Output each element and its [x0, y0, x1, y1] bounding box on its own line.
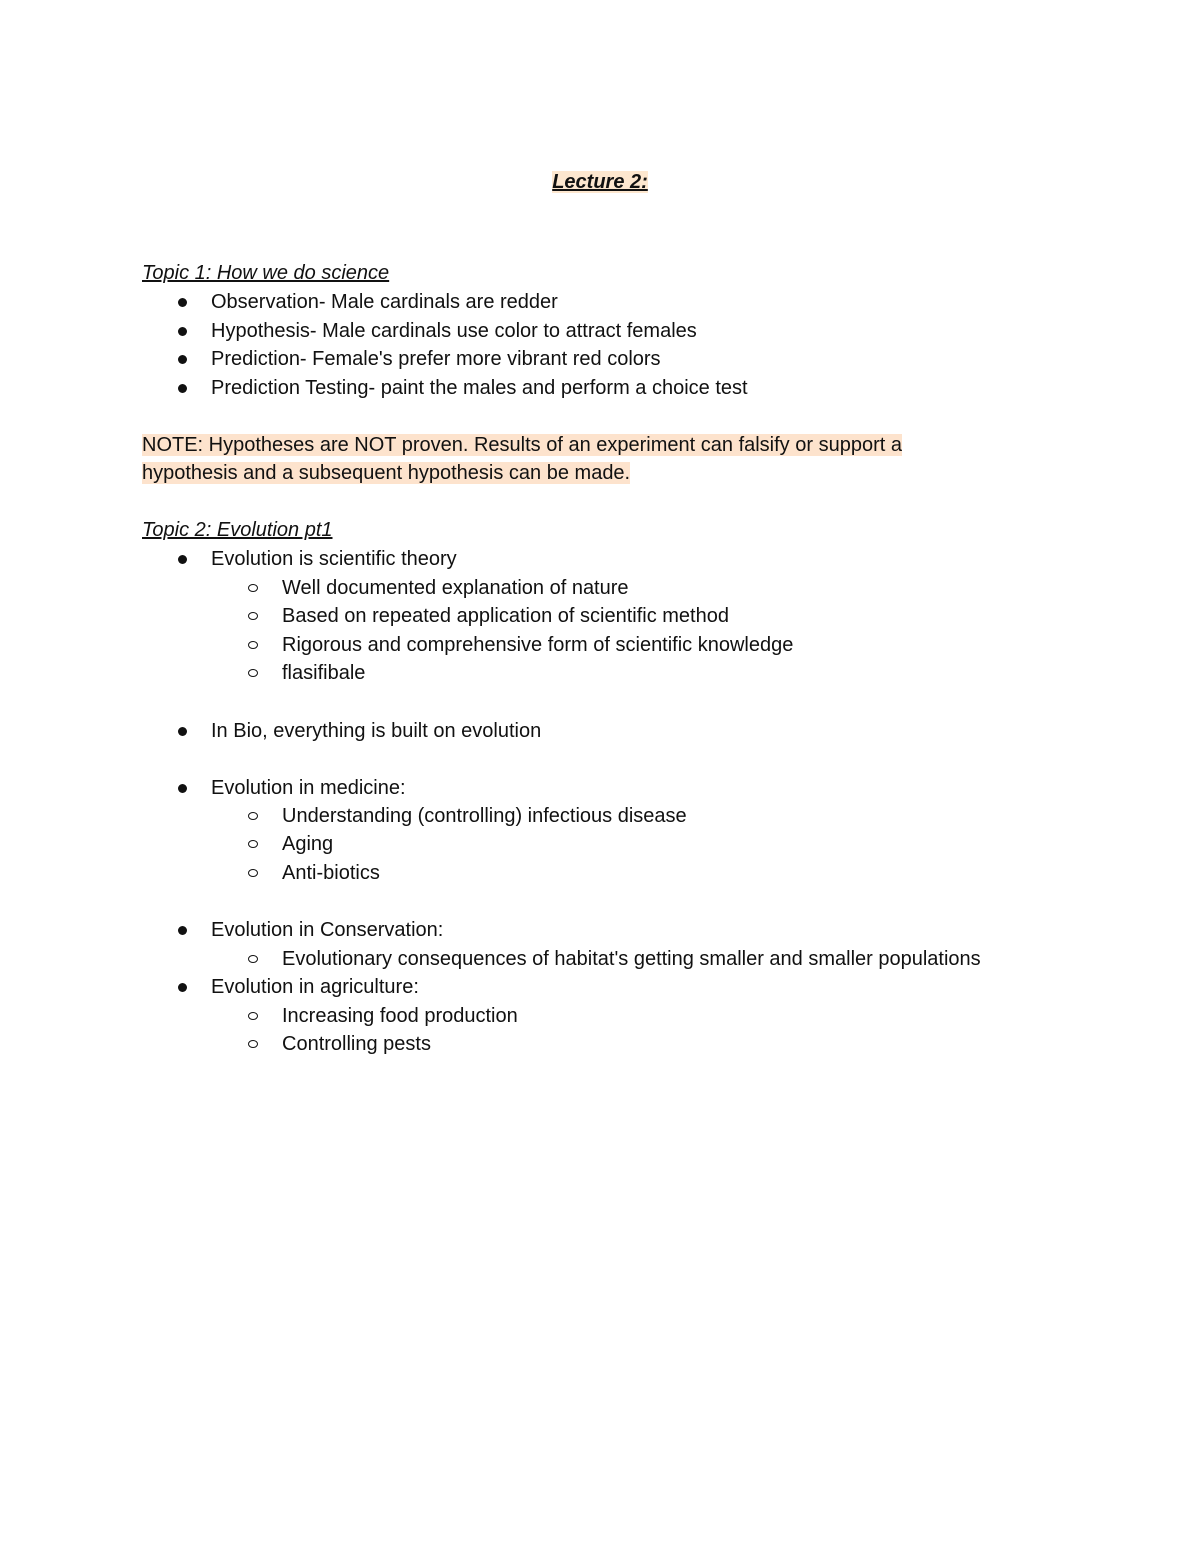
- bullet-icon: [178, 298, 187, 307]
- topic1-item-prediction: Prediction- Female's prefer more vibrant red colors: [211, 348, 661, 370]
- topic1-item-hypothesis: Hypothesis- Male cardinals use color to attract females: [211, 320, 697, 342]
- title-text: Lecture 2:: [552, 171, 648, 193]
- circle-bullet-icon: [248, 1012, 258, 1020]
- bullet-icon: [178, 555, 187, 564]
- agriculture-sub-item: Increasing food production: [282, 1005, 518, 1027]
- bullet-icon: [178, 384, 187, 393]
- bullet-icon: [178, 327, 187, 336]
- topic1-heading: Topic 1: How we do science: [142, 262, 390, 284]
- topic2-bio-label: In Bio, everything is built on evolution: [211, 720, 542, 742]
- circle-bullet-icon: [248, 669, 258, 677]
- note-line-2: [142, 459, 630, 487]
- topic1-item-prediction-testing: Prediction Testing- paint the males and perform a choice test: [211, 377, 748, 399]
- circle-bullet-icon: [248, 840, 258, 848]
- bullet-icon: [178, 983, 187, 992]
- circle-bullet-icon: [248, 641, 258, 649]
- circle-bullet-icon: [248, 1040, 258, 1048]
- circle-bullet-icon: [248, 955, 258, 963]
- circle-bullet-icon: [248, 812, 258, 820]
- bullet-icon: [178, 727, 187, 736]
- agriculture-sub-item: Controlling pests: [282, 1033, 431, 1055]
- note-line-1: [142, 431, 902, 459]
- topic2-medicine-label: Evolution in medicine:: [211, 777, 406, 799]
- circle-bullet-icon: [248, 612, 258, 620]
- medicine-sub-item: Aging: [282, 833, 334, 855]
- topic2-heading: Topic 2: Evolution pt1: [142, 519, 333, 541]
- circle-bullet-icon: [248, 869, 258, 877]
- note-text-1: NOTE: Hypotheses are NOT proven. Results of an experiment can falsify or support a: [142, 434, 902, 456]
- bullet-icon: [178, 355, 187, 364]
- circle-bullet-icon: [248, 584, 258, 592]
- topic1-item-observation: Observation- Male cardinals are redder: [211, 291, 558, 313]
- page-title: [0, 168, 1200, 196]
- theory-sub-item: Rigorous and comprehensive form of scientific knowledge: [282, 634, 794, 656]
- topic2-conservation-label: Evolution in Conservation:: [211, 919, 444, 941]
- medicine-sub-item: Anti-biotics: [282, 862, 380, 884]
- medicine-sub-item: Understanding (controlling) infectious disease: [282, 805, 687, 827]
- bullet-icon: [178, 784, 187, 793]
- note-text-2: hypothesis and a subsequent hypothesis can be made.: [142, 462, 631, 484]
- conservation-sub-item: Evolutionary consequences of habitat's getting smaller and smaller populations: [282, 948, 981, 970]
- theory-sub-item: Based on repeated application of scientific method: [282, 605, 729, 627]
- topic2-theory-label: Evolution is scientific theory: [211, 548, 457, 570]
- theory-sub-item: Well documented explanation of nature: [282, 577, 629, 599]
- theory-sub-item: flasifibale: [282, 662, 366, 684]
- topic2-agriculture-label: Evolution in agriculture:: [211, 976, 419, 998]
- bullet-icon: [178, 926, 187, 935]
